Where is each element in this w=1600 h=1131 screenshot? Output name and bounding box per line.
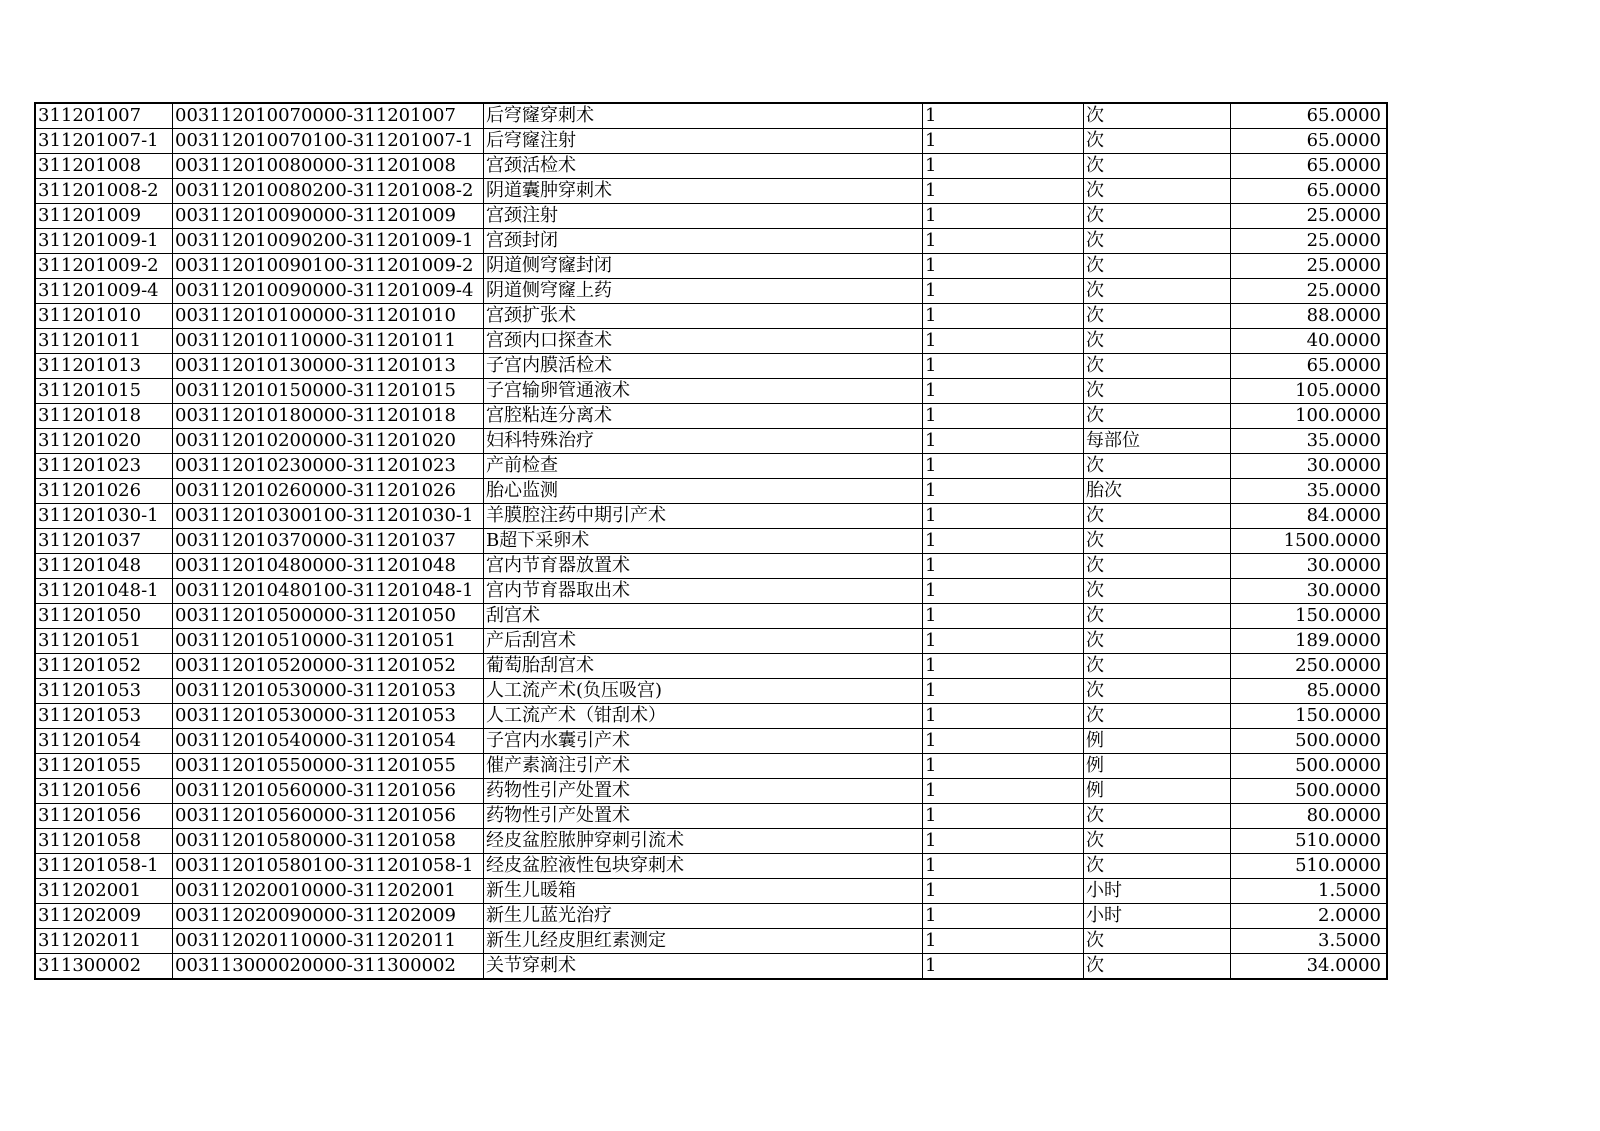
national-code-cell: 003112020010000-311202001 [173, 879, 484, 904]
table-row [35, 129, 1387, 154]
national-code-cell: 003112010080200-311201008-2 [173, 179, 484, 204]
unit-cell: 次 [1084, 103, 1231, 129]
item-code-cell: 311201013 [35, 354, 173, 379]
national-code-cell: 003112010540000-311201054 [173, 729, 484, 754]
unit-cell: 次 [1084, 454, 1231, 479]
quantity-cell: 1 [923, 429, 1084, 454]
quantity-cell: 1 [923, 729, 1084, 754]
item-code-cell: 311201026 [35, 479, 173, 504]
item-code-cell: 311201056 [35, 779, 173, 804]
national-code-cell: 003112010100000-311201010 [173, 304, 484, 329]
item-name-cell: 后穹窿穿刺术 [484, 103, 923, 129]
quantity-cell: 1 [923, 379, 1084, 404]
national-code-cell: 003112010090000-311201009-4 [173, 279, 484, 304]
item-code-cell: 311201050 [35, 604, 173, 629]
national-code-cell: 003112010480000-311201048 [173, 554, 484, 579]
table-row [35, 254, 1387, 279]
item-code-cell: 311202011 [35, 929, 173, 954]
quantity-cell: 1 [923, 779, 1084, 804]
table-row [35, 229, 1387, 254]
price-cell: 30.0000 [1231, 579, 1388, 604]
price-cell: 25.0000 [1231, 254, 1388, 279]
item-name-cell: 产前检查 [484, 454, 923, 479]
unit-cell: 次 [1084, 179, 1231, 204]
price-cell: 25.0000 [1231, 279, 1388, 304]
item-name-cell: 羊膜腔注药中期引产术 [484, 504, 923, 529]
item-code-cell: 311201055 [35, 754, 173, 779]
price-cell: 150.0000 [1231, 604, 1388, 629]
unit-cell: 例 [1084, 779, 1231, 804]
item-name-cell: 药物性引产处置术 [484, 779, 923, 804]
item-code-cell: 311201009 [35, 204, 173, 229]
national-code-cell: 003112010110000-311201011 [173, 329, 484, 354]
unit-cell: 次 [1084, 829, 1231, 854]
national-code-cell: 003112010090100-311201009-2 [173, 254, 484, 279]
item-name-cell: 新生儿暖箱 [484, 879, 923, 904]
table-row [35, 854, 1387, 879]
price-cell: 500.0000 [1231, 779, 1388, 804]
item-code-cell: 311201030-1 [35, 504, 173, 529]
table-row [35, 504, 1387, 529]
price-cell: 105.0000 [1231, 379, 1388, 404]
item-name-cell: 新生儿经皮胆红素测定 [484, 929, 923, 954]
table-row [35, 604, 1387, 629]
item-code-cell: 311201015 [35, 379, 173, 404]
national-code-cell: 003112010150000-311201015 [173, 379, 484, 404]
national-code-cell: 003113000020000-311300002 [173, 954, 484, 980]
quantity-cell: 1 [923, 154, 1084, 179]
national-code-cell: 003112010080000-311201008 [173, 154, 484, 179]
item-name-cell: 宫腔粘连分离术 [484, 404, 923, 429]
unit-cell: 次 [1084, 229, 1231, 254]
quantity-cell: 1 [923, 354, 1084, 379]
quantity-cell: 1 [923, 554, 1084, 579]
item-name-cell: B超下采卵术 [484, 529, 923, 554]
table-row [35, 654, 1387, 679]
table-row [35, 379, 1387, 404]
quantity-cell: 1 [923, 329, 1084, 354]
unit-cell: 次 [1084, 604, 1231, 629]
item-name-cell: 产后刮宫术 [484, 629, 923, 654]
unit-cell: 次 [1084, 204, 1231, 229]
quantity-cell: 1 [923, 454, 1084, 479]
quantity-cell: 1 [923, 404, 1084, 429]
price-cell: 30.0000 [1231, 454, 1388, 479]
fee-table-body [35, 103, 1387, 979]
unit-cell: 次 [1084, 704, 1231, 729]
national-code-cell: 003112010560000-311201056 [173, 779, 484, 804]
table-row [35, 929, 1387, 954]
quantity-cell: 1 [923, 479, 1084, 504]
national-code-cell: 003112010560000-311201056 [173, 804, 484, 829]
quantity-cell: 1 [923, 704, 1084, 729]
table-row [35, 579, 1387, 604]
item-code-cell: 311201007 [35, 103, 173, 129]
item-code-cell: 311201053 [35, 679, 173, 704]
fee-table [34, 102, 1388, 980]
table-row [35, 103, 1387, 129]
price-cell: 25.0000 [1231, 229, 1388, 254]
price-cell: 40.0000 [1231, 329, 1388, 354]
unit-cell: 次 [1084, 254, 1231, 279]
table-row [35, 404, 1387, 429]
unit-cell: 次 [1084, 679, 1231, 704]
item-code-cell: 311202009 [35, 904, 173, 929]
table-row [35, 704, 1387, 729]
item-code-cell: 311201011 [35, 329, 173, 354]
national-code-cell: 003112010260000-311201026 [173, 479, 484, 504]
table-row [35, 804, 1387, 829]
unit-cell: 次 [1084, 404, 1231, 429]
price-cell: 65.0000 [1231, 354, 1388, 379]
item-name-cell: 药物性引产处置术 [484, 804, 923, 829]
price-cell: 500.0000 [1231, 754, 1388, 779]
item-name-cell: 子宫内水囊引产术 [484, 729, 923, 754]
item-code-cell: 311201009-1 [35, 229, 173, 254]
table-row [35, 529, 1387, 554]
table-row [35, 429, 1387, 454]
item-name-cell: 宫颈扩张术 [484, 304, 923, 329]
table-row [35, 354, 1387, 379]
item-name-cell: 刮宫术 [484, 604, 923, 629]
item-name-cell: 妇科特殊治疗 [484, 429, 923, 454]
item-code-cell: 311201010 [35, 304, 173, 329]
item-code-cell: 311201058 [35, 829, 173, 854]
item-code-cell: 311201054 [35, 729, 173, 754]
national-code-cell: 003112010300100-311201030-1 [173, 504, 484, 529]
item-code-cell: 311201008 [35, 154, 173, 179]
item-name-cell: 关节穿刺术 [484, 954, 923, 980]
unit-cell: 小时 [1084, 879, 1231, 904]
item-name-cell: 子宫输卵管通液术 [484, 379, 923, 404]
item-name-cell: 胎心监测 [484, 479, 923, 504]
quantity-cell: 1 [923, 504, 1084, 529]
quantity-cell: 1 [923, 904, 1084, 929]
unit-cell: 次 [1084, 954, 1231, 980]
item-name-cell: 宫颈封闭 [484, 229, 923, 254]
price-cell: 250.0000 [1231, 654, 1388, 679]
unit-cell: 例 [1084, 754, 1231, 779]
item-name-cell: 葡萄胎刮宫术 [484, 654, 923, 679]
item-code-cell: 311201009-4 [35, 279, 173, 304]
table-row [35, 879, 1387, 904]
price-cell: 1500.0000 [1231, 529, 1388, 554]
price-cell: 84.0000 [1231, 504, 1388, 529]
item-name-cell: 阴道囊肿穿刺术 [484, 179, 923, 204]
price-cell: 510.0000 [1231, 854, 1388, 879]
quantity-cell: 1 [923, 579, 1084, 604]
unit-cell: 次 [1084, 329, 1231, 354]
national-code-cell: 003112010090000-311201009 [173, 204, 484, 229]
unit-cell: 次 [1084, 129, 1231, 154]
table-row [35, 829, 1387, 854]
table-row [35, 329, 1387, 354]
quantity-cell: 1 [923, 804, 1084, 829]
item-name-cell: 宫颈注射 [484, 204, 923, 229]
unit-cell: 每部位 [1084, 429, 1231, 454]
item-name-cell: 经皮盆腔液性包块穿刺术 [484, 854, 923, 879]
price-cell: 85.0000 [1231, 679, 1388, 704]
table-row [35, 629, 1387, 654]
quantity-cell: 1 [923, 679, 1084, 704]
national-code-cell: 003112010480100-311201048-1 [173, 579, 484, 604]
table-row [35, 679, 1387, 704]
item-name-cell: 经皮盆腔脓肿穿刺引流术 [484, 829, 923, 854]
unit-cell: 次 [1084, 504, 1231, 529]
quantity-cell: 1 [923, 654, 1084, 679]
price-cell: 35.0000 [1231, 429, 1388, 454]
price-cell: 34.0000 [1231, 954, 1388, 980]
item-code-cell: 311201056 [35, 804, 173, 829]
national-code-cell: 003112010130000-311201013 [173, 354, 484, 379]
table-row [35, 779, 1387, 804]
item-code-cell: 311201051 [35, 629, 173, 654]
item-code-cell: 311201007-1 [35, 129, 173, 154]
item-name-cell: 阴道侧穹窿封闭 [484, 254, 923, 279]
quantity-cell: 1 [923, 204, 1084, 229]
unit-cell: 次 [1084, 304, 1231, 329]
price-cell: 3.5000 [1231, 929, 1388, 954]
national-code-cell: 003112010580100-311201058-1 [173, 854, 484, 879]
price-cell: 2.0000 [1231, 904, 1388, 929]
table-row [35, 304, 1387, 329]
item-name-cell: 人工流产术（钳刮术） [484, 704, 923, 729]
price-cell: 88.0000 [1231, 304, 1388, 329]
price-cell: 189.0000 [1231, 629, 1388, 654]
price-cell: 500.0000 [1231, 729, 1388, 754]
unit-cell: 次 [1084, 279, 1231, 304]
item-code-cell: 311201020 [35, 429, 173, 454]
quantity-cell: 1 [923, 529, 1084, 554]
price-cell: 30.0000 [1231, 554, 1388, 579]
price-cell: 35.0000 [1231, 479, 1388, 504]
unit-cell: 次 [1084, 154, 1231, 179]
table-row [35, 454, 1387, 479]
quantity-cell: 1 [923, 929, 1084, 954]
item-code-cell: 311201009-2 [35, 254, 173, 279]
item-name-cell: 宫内节育器放置术 [484, 554, 923, 579]
item-code-cell: 311300002 [35, 954, 173, 980]
national-code-cell: 003112010180000-311201018 [173, 404, 484, 429]
item-name-cell: 阴道侧穹窿上药 [484, 279, 923, 304]
item-code-cell: 311201058-1 [35, 854, 173, 879]
table-row [35, 279, 1387, 304]
unit-cell: 次 [1084, 629, 1231, 654]
item-name-cell: 宫颈内口探查术 [484, 329, 923, 354]
table-row [35, 479, 1387, 504]
quantity-cell: 1 [923, 629, 1084, 654]
table-row [35, 754, 1387, 779]
item-name-cell: 人工流产术(负压吸宫) [484, 679, 923, 704]
item-code-cell: 311201018 [35, 404, 173, 429]
price-cell: 1.5000 [1231, 879, 1388, 904]
national-code-cell: 003112010520000-311201052 [173, 654, 484, 679]
table-row [35, 729, 1387, 754]
unit-cell: 胎次 [1084, 479, 1231, 504]
unit-cell: 次 [1084, 554, 1231, 579]
item-name-cell: 宫颈活检术 [484, 154, 923, 179]
unit-cell: 次 [1084, 929, 1231, 954]
item-name-cell: 子宫内膜活检术 [484, 354, 923, 379]
national-code-cell: 003112010530000-311201053 [173, 679, 484, 704]
item-name-cell: 后穹窿注射 [484, 129, 923, 154]
national-code-cell: 003112010070100-311201007-1 [173, 129, 484, 154]
table-row [35, 954, 1387, 980]
item-name-cell: 新生儿蓝光治疗 [484, 904, 923, 929]
item-code-cell: 311202001 [35, 879, 173, 904]
price-cell: 65.0000 [1231, 103, 1388, 129]
item-code-cell: 311201048-1 [35, 579, 173, 604]
national-code-cell: 003112010200000-311201020 [173, 429, 484, 454]
table-row [35, 554, 1387, 579]
national-code-cell: 003112010500000-311201050 [173, 604, 484, 629]
unit-cell: 次 [1084, 579, 1231, 604]
quantity-cell: 1 [923, 279, 1084, 304]
price-cell: 25.0000 [1231, 204, 1388, 229]
quantity-cell: 1 [923, 604, 1084, 629]
price-cell: 510.0000 [1231, 829, 1388, 854]
item-name-cell: 催产素滴注引产术 [484, 754, 923, 779]
quantity-cell: 1 [923, 229, 1084, 254]
item-code-cell: 311201052 [35, 654, 173, 679]
item-name-cell: 宫内节育器取出术 [484, 579, 923, 604]
table-row [35, 179, 1387, 204]
national-code-cell: 003112010530000-311201053 [173, 704, 484, 729]
unit-cell: 次 [1084, 529, 1231, 554]
table-row [35, 904, 1387, 929]
price-cell: 65.0000 [1231, 129, 1388, 154]
quantity-cell: 1 [923, 129, 1084, 154]
item-code-cell: 311201023 [35, 454, 173, 479]
quantity-cell: 1 [923, 254, 1084, 279]
unit-cell: 次 [1084, 854, 1231, 879]
quantity-cell: 1 [923, 754, 1084, 779]
national-code-cell: 003112010090200-311201009-1 [173, 229, 484, 254]
unit-cell: 次 [1084, 379, 1231, 404]
unit-cell: 次 [1084, 654, 1231, 679]
item-code-cell: 311201048 [35, 554, 173, 579]
unit-cell: 小时 [1084, 904, 1231, 929]
price-cell: 65.0000 [1231, 179, 1388, 204]
price-cell: 100.0000 [1231, 404, 1388, 429]
national-code-cell: 003112010070000-311201007 [173, 103, 484, 129]
national-code-cell: 003112020090000-311202009 [173, 904, 484, 929]
price-cell: 65.0000 [1231, 154, 1388, 179]
unit-cell: 例 [1084, 729, 1231, 754]
national-code-cell: 003112010370000-311201037 [173, 529, 484, 554]
national-code-cell: 003112010510000-311201051 [173, 629, 484, 654]
quantity-cell: 1 [923, 829, 1084, 854]
quantity-cell: 1 [923, 103, 1084, 129]
quantity-cell: 1 [923, 854, 1084, 879]
quantity-cell: 1 [923, 304, 1084, 329]
table-row [35, 204, 1387, 229]
item-code-cell: 311201053 [35, 704, 173, 729]
quantity-cell: 1 [923, 954, 1084, 980]
national-code-cell: 003112010230000-311201023 [173, 454, 484, 479]
national-code-cell: 003112010580000-311201058 [173, 829, 484, 854]
national-code-cell: 003112010550000-311201055 [173, 754, 484, 779]
item-code-cell: 311201037 [35, 529, 173, 554]
item-code-cell: 311201008-2 [35, 179, 173, 204]
unit-cell: 次 [1084, 354, 1231, 379]
national-code-cell: 003112020110000-311202011 [173, 929, 484, 954]
table-row [35, 154, 1387, 179]
quantity-cell: 1 [923, 879, 1084, 904]
unit-cell: 次 [1084, 804, 1231, 829]
price-cell: 80.0000 [1231, 804, 1388, 829]
quantity-cell: 1 [923, 179, 1084, 204]
price-cell: 150.0000 [1231, 704, 1388, 729]
